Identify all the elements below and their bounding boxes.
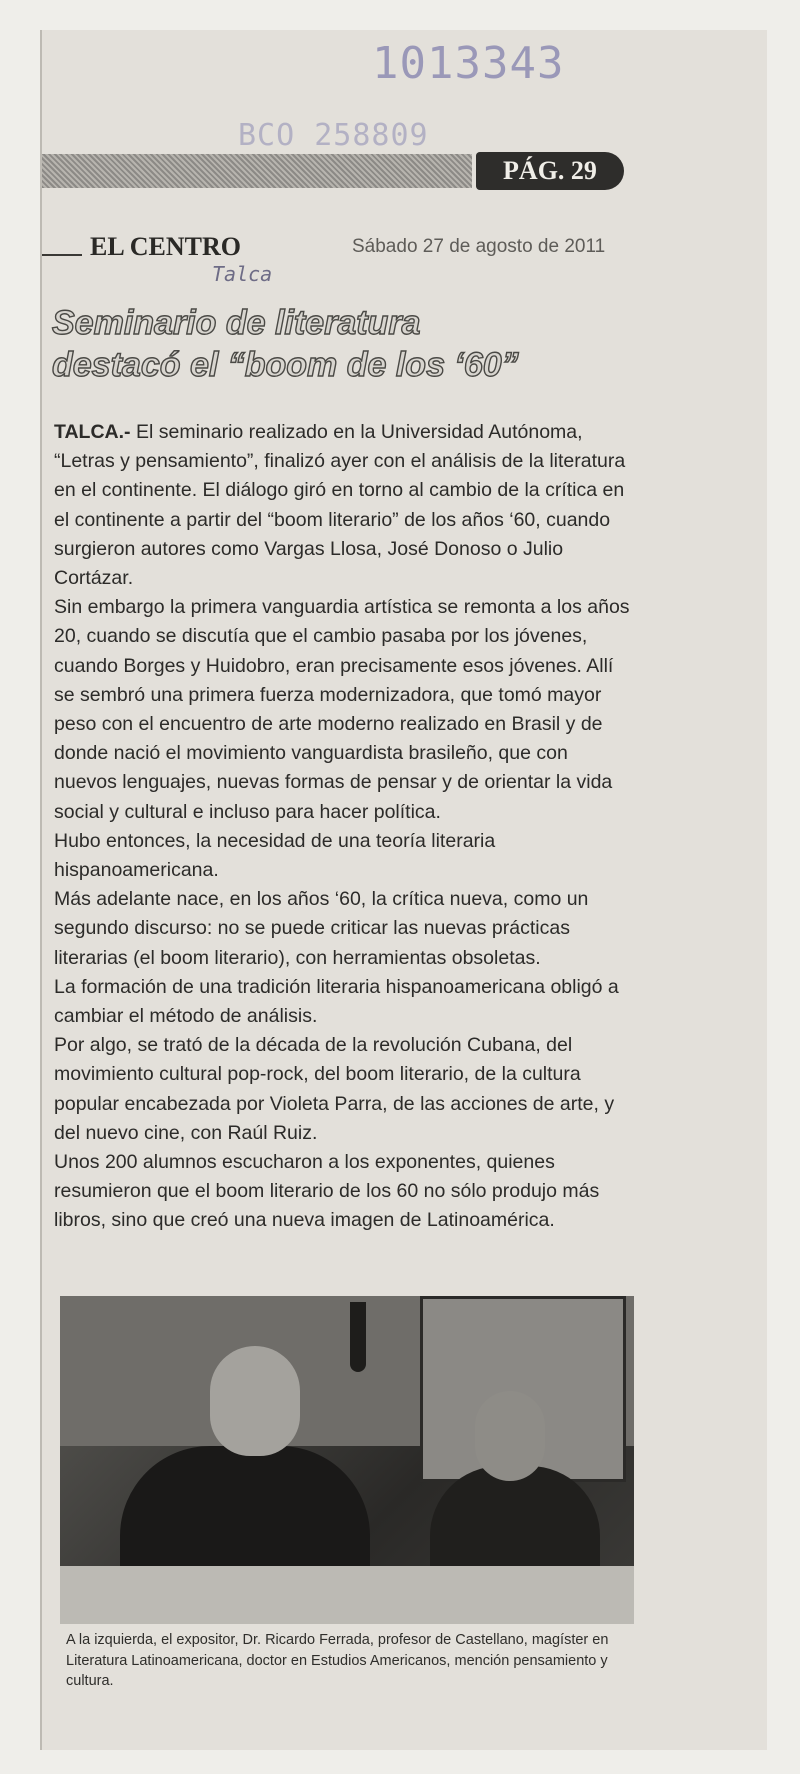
photo-lamp [350,1302,366,1372]
paragraph-1-text: El seminario realizado en la Universidad Autónoma, “Letras y pensamiento”, finalizó ayer con el análisis de la literatura en el continente. El diálogo giró en torno al cambio de la crítica en el continente a partir del “boom literario” de los años ‘60, cuando surgieron autores como Vargas Llosa, José Donoso o Julio Cortázar. [54,421,626,590]
article-body [54,418,634,1236]
paragraph-4: Más adelante nace, en los años ‘60, la crítica nueva, como un segundo discurso: no se puede criticar las nuevas prácticas literarias (el boom literario), con herramientas obsoletas. [54,888,589,969]
newspaper-name: EL CENTRO [90,232,241,261]
handwritten-ref-number: 1013343 [372,38,565,89]
masthead-rule [42,254,82,256]
article-photo [60,1296,634,1624]
photo-person-right-head [475,1391,545,1481]
paragraph-1 [54,418,634,593]
header-pattern-bar [42,154,472,188]
page-number-badge: PÁG. 29 [476,152,624,190]
paragraph-7: Unos 200 alumnos escucharon a los exponentes, quienes resumieron que el boom literario de los 60 no sólo produjo más libros, sino que creó una nueva imagen de Latinoamérica. [54,1151,600,1232]
article-headline [52,302,662,386]
handwritten-city-note: Talca [212,262,273,286]
paragraph-6: Por algo, se trató de la década de la revolución Cubana, del movimiento cultural pop-rock, del boom literario, de la cultura popular encabezada por Violeta Parra, de las acciones de arte, y del nuevo cine, con Raúl Ruiz. [54,1034,615,1144]
paragraph-5: La formación de una tradición literaria hispanoamericana obligó a cambiar el método de análisis. [54,975,619,1028]
publication-date: Sábado 27 de agosto de 2011 [352,236,606,257]
dateline-city: TALCA.- [54,421,131,443]
headline-line-1: Seminario de literatura [52,304,421,342]
photo-caption: A la izquierda, el expositor, Dr. Ricardo Ferrada, profesor de Castellano, magíster en Literatura Latinoamericana, doctor en Estudios Americanos, mención pensamiento y cultura. [66,1632,609,1689]
photo-speaker-head [210,1346,300,1456]
paragraph-3: Hubo entonces, la necesidad de una teoría literaria hispanoamericana. [54,829,496,882]
handwritten-code: BCO 258809 [238,118,429,153]
headline-line-2: destacó el “boom de los ‘60” [52,346,519,384]
photo-table [60,1566,634,1624]
paragraph-2: Sin embargo la primera vanguardia artística se remonta a los años 20, cuando se discutía que el cambio pasaba por los jóvenes, cuando Borges y Huidobro, eran precisamente esos jóvenes. Allí se sembró una primera fuerza modernizadora, que tomó mayor peso con el encuentro de arte moderno realizado en Brasil y de donde nació el movimiento vanguardista brasileño, que con nuevos lenguajes, nuevas formas de pensar y de orientar la vida social y cultural e incluso para hacer política. [54,596,630,823]
